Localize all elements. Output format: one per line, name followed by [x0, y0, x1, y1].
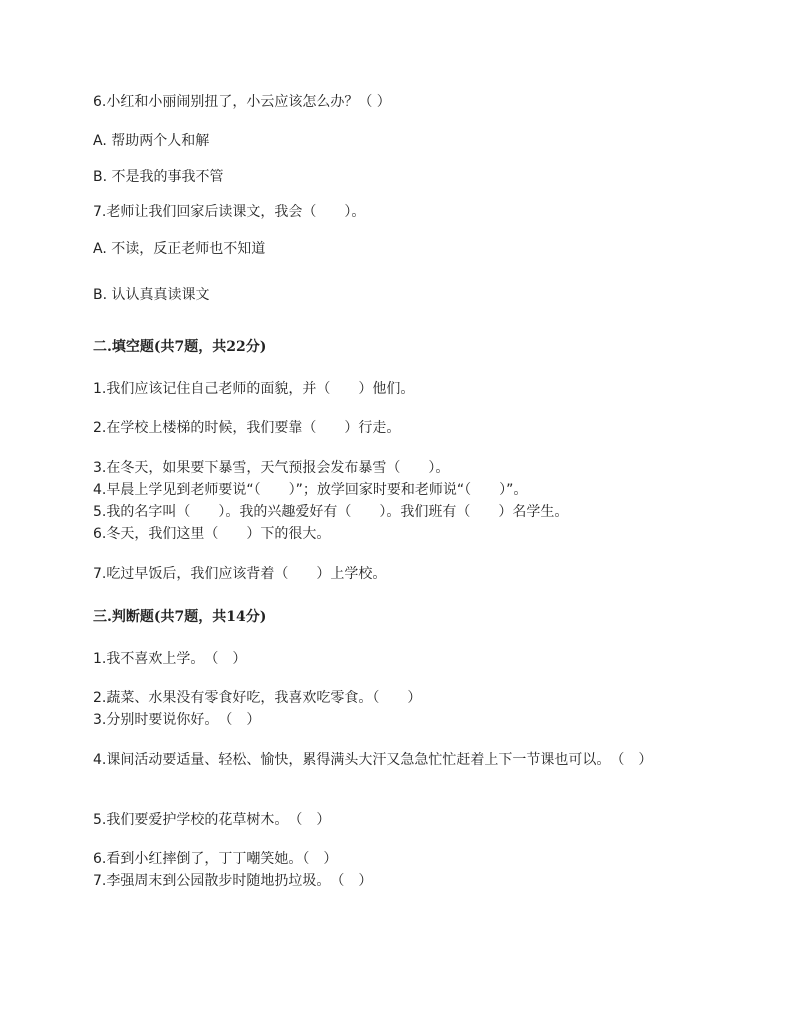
judge-5: 5.我们要爱护学校的花草树木。 （ ）: [93, 812, 331, 828]
fill-blank-4: 4.早晨上学见到老师要说“（ ）”；放学回家时要和老师说“（ ）”。: [93, 482, 528, 498]
judge-3: 3.分别时要说你好。 （ ）: [93, 712, 261, 728]
question-6: 6.小红和小丽闹别扭了，小云应该怎么办？（ ）: [93, 94, 391, 110]
judge-6: 6.看到小红摔倒了，丁丁嘲笑她。（ ）: [93, 851, 338, 867]
fill-blank-2: 2.在学校上楼梯的时候，我们要靠（ ）行走。: [93, 420, 401, 436]
judge-4: 4.课间活动要适量、轻松、愉快，累得满头大汗又急急忙忙赶着上下一节课也可以。 （ ）: [93, 752, 653, 768]
question-6-option-a: A. 帮助两个人和解: [93, 133, 210, 149]
judge-7: 7.李强周末到公园散步时随地扔垃圾。 （ ）: [93, 873, 373, 889]
question-7: 7.老师让我们回家后读课文，我会（ ）。: [93, 204, 366, 220]
fill-blank-5: 5.我的名字叫（ ）。我的兴趣爱好有（ ）。我们班有（ ）名学生。: [93, 504, 569, 520]
fill-blank-6: 6.冬天，我们这里（ ）下的很大。: [93, 526, 331, 542]
question-6-option-b: B. 不是我的事我不管: [93, 169, 224, 185]
judge-2: 2.蔬菜、水果没有零食好吃，我喜欢吃零食。（ ）: [93, 690, 422, 706]
question-7-option-b: B. 认认真真读课文: [93, 287, 210, 303]
section-3-heading: 三.判断题(共7题，共14分): [93, 609, 267, 625]
fill-blank-7: 7.吃过早饭后，我们应该背着（ ）上学校。: [93, 566, 387, 582]
fill-blank-1: 1.我们应该记住自己老师的面貌，并（ ）他们。: [93, 381, 415, 397]
judge-1: 1.我不喜欢上学。 （ ）: [93, 651, 247, 667]
question-7-option-a: A. 不读，反正老师也不知道: [93, 241, 266, 257]
fill-blank-3: 3.在冬天，如果要下暴雪，天气预报会发布暴雪（ ）。: [93, 460, 450, 476]
section-2-heading: 二.填空题(共7题，共22分): [93, 339, 267, 355]
